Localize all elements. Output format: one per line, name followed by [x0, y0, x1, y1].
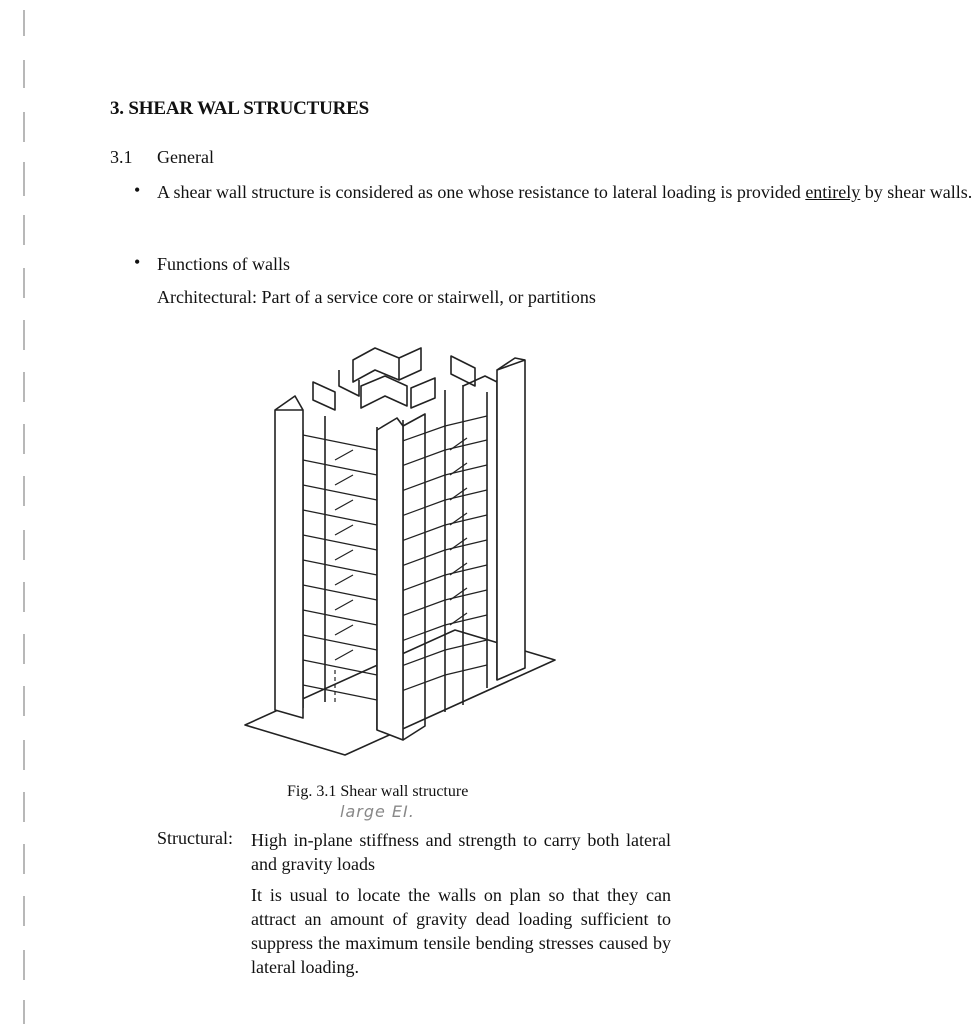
- subsection-title: General: [157, 147, 214, 167]
- binding-margin-marks: [0, 0, 40, 1024]
- bullet-text-after: by shear walls.: [860, 182, 972, 202]
- structural-paragraph: It is usual to locate the walls on plan so that they can attract an amount of gravity dead loading sufficient to suppress the maximum tensile bending stresses caused by lateral loading.: [251, 885, 671, 977]
- handwritten-annotation: large EI.: [340, 802, 415, 821]
- bullet-text-before: A shear wall structure is considered as one whose resistance to lateral loading is provided: [157, 182, 806, 202]
- section-heading: 3. SHEAR WAL STRUCTURES: [110, 98, 370, 119]
- bullet-text-shear-wall-definition: [157, 180, 972, 204]
- structural-label: Structural:: [157, 828, 233, 848]
- bullet-icon: •: [134, 252, 141, 272]
- structural-function-text: High in-plane stiffness and strength to carry both lateral and gravity loads: [251, 830, 671, 874]
- emphasis-entirely: entirely: [805, 182, 861, 202]
- bullet-icon: •: [134, 180, 141, 200]
- figure-caption: Fig. 3.1 Shear wall structure: [287, 783, 469, 800]
- shear-wall-structure-figure: [235, 330, 565, 770]
- bullet-text-functions: Functions of walls: [157, 254, 290, 274]
- architectural-function: Architectural: Part of a service core or stairwell, or partitions: [157, 287, 596, 307]
- subsection-number: 3.1: [110, 147, 133, 167]
